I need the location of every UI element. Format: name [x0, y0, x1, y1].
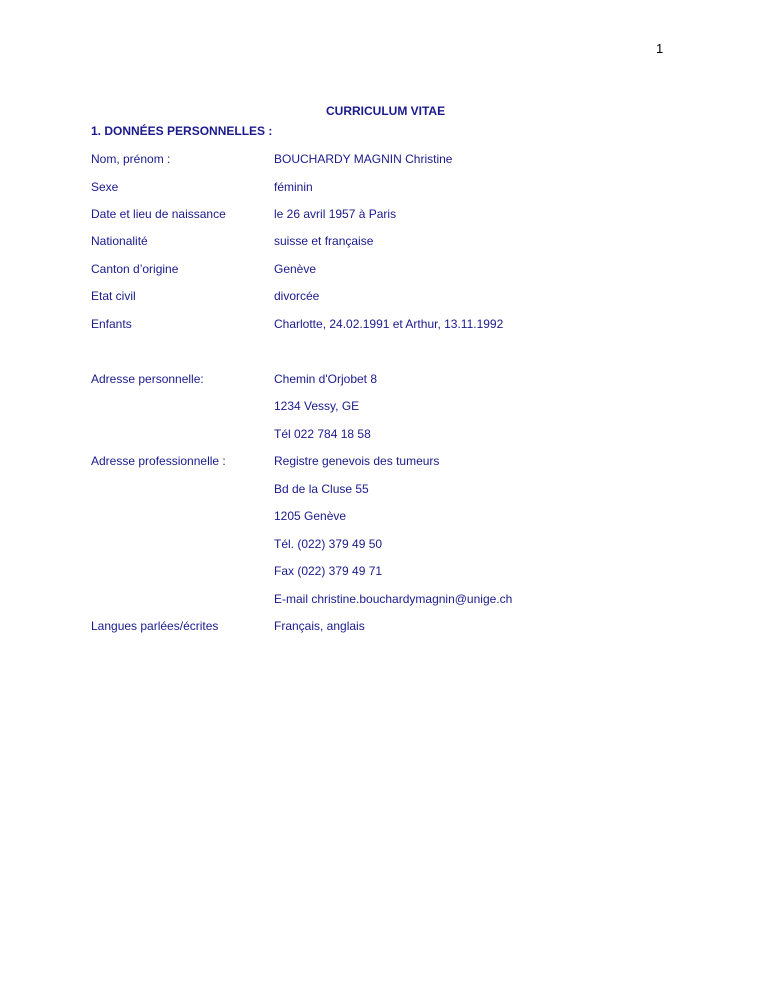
- field-value-name: BOUCHARDY MAGNIN Christine: [274, 152, 453, 166]
- field-label-civil-status: Etat civil: [91, 289, 136, 303]
- field-label-name: Nom, prénom :: [91, 152, 171, 166]
- field-value-canton: Genève: [274, 262, 317, 276]
- field-value-civil-status: divorcée: [274, 289, 320, 303]
- field-label-birth: Date et lieu de naissance: [91, 207, 226, 221]
- professional-address-line: 1205 Genève: [274, 509, 347, 523]
- field-label-personal-address: Adresse personnelle:: [91, 372, 204, 386]
- field-value-birth: le 26 avril 1957 à Paris: [274, 207, 397, 221]
- section-heading: 1. DONNÉES PERSONNELLES :: [91, 124, 273, 138]
- field-value-sex: féminin: [274, 180, 313, 194]
- field-label-professional-address: Adresse professionnelle :: [91, 454, 226, 468]
- field-label-canton: Canton d’origine: [91, 262, 179, 276]
- personal-address-line: 1234 Vessy, GE: [274, 399, 360, 413]
- professional-phone: Tél. (022) 379 49 50: [274, 537, 383, 551]
- field-label-languages: Langues parlées/écrites: [91, 619, 219, 633]
- personal-phone: Tél 022 784 18 58: [274, 427, 371, 441]
- professional-address-line: Bd de la Cluse 55: [274, 482, 369, 496]
- professional-address-line: Registre genevois des tumeurs: [274, 454, 440, 468]
- field-label-nationality: Nationalité: [91, 234, 148, 248]
- professional-fax: Fax (022) 379 49 71: [274, 564, 383, 578]
- field-value-nationality: suisse et française: [274, 234, 374, 248]
- field-label-sex: Sexe: [91, 180, 119, 194]
- field-value-languages: Français, anglais: [274, 619, 365, 633]
- field-value-children: Charlotte, 24.02.1991 et Arthur, 13.11.1992: [274, 317, 504, 331]
- page-number: 1: [656, 41, 664, 56]
- field-label-children: Enfants: [91, 317, 132, 331]
- document-title: CURRICULUM VITAE: [326, 104, 446, 118]
- professional-email: E-mail christine.bouchardymagnin@unige.ch: [274, 592, 513, 606]
- personal-address-line: Chemin d'Orjobet 8: [274, 372, 378, 386]
